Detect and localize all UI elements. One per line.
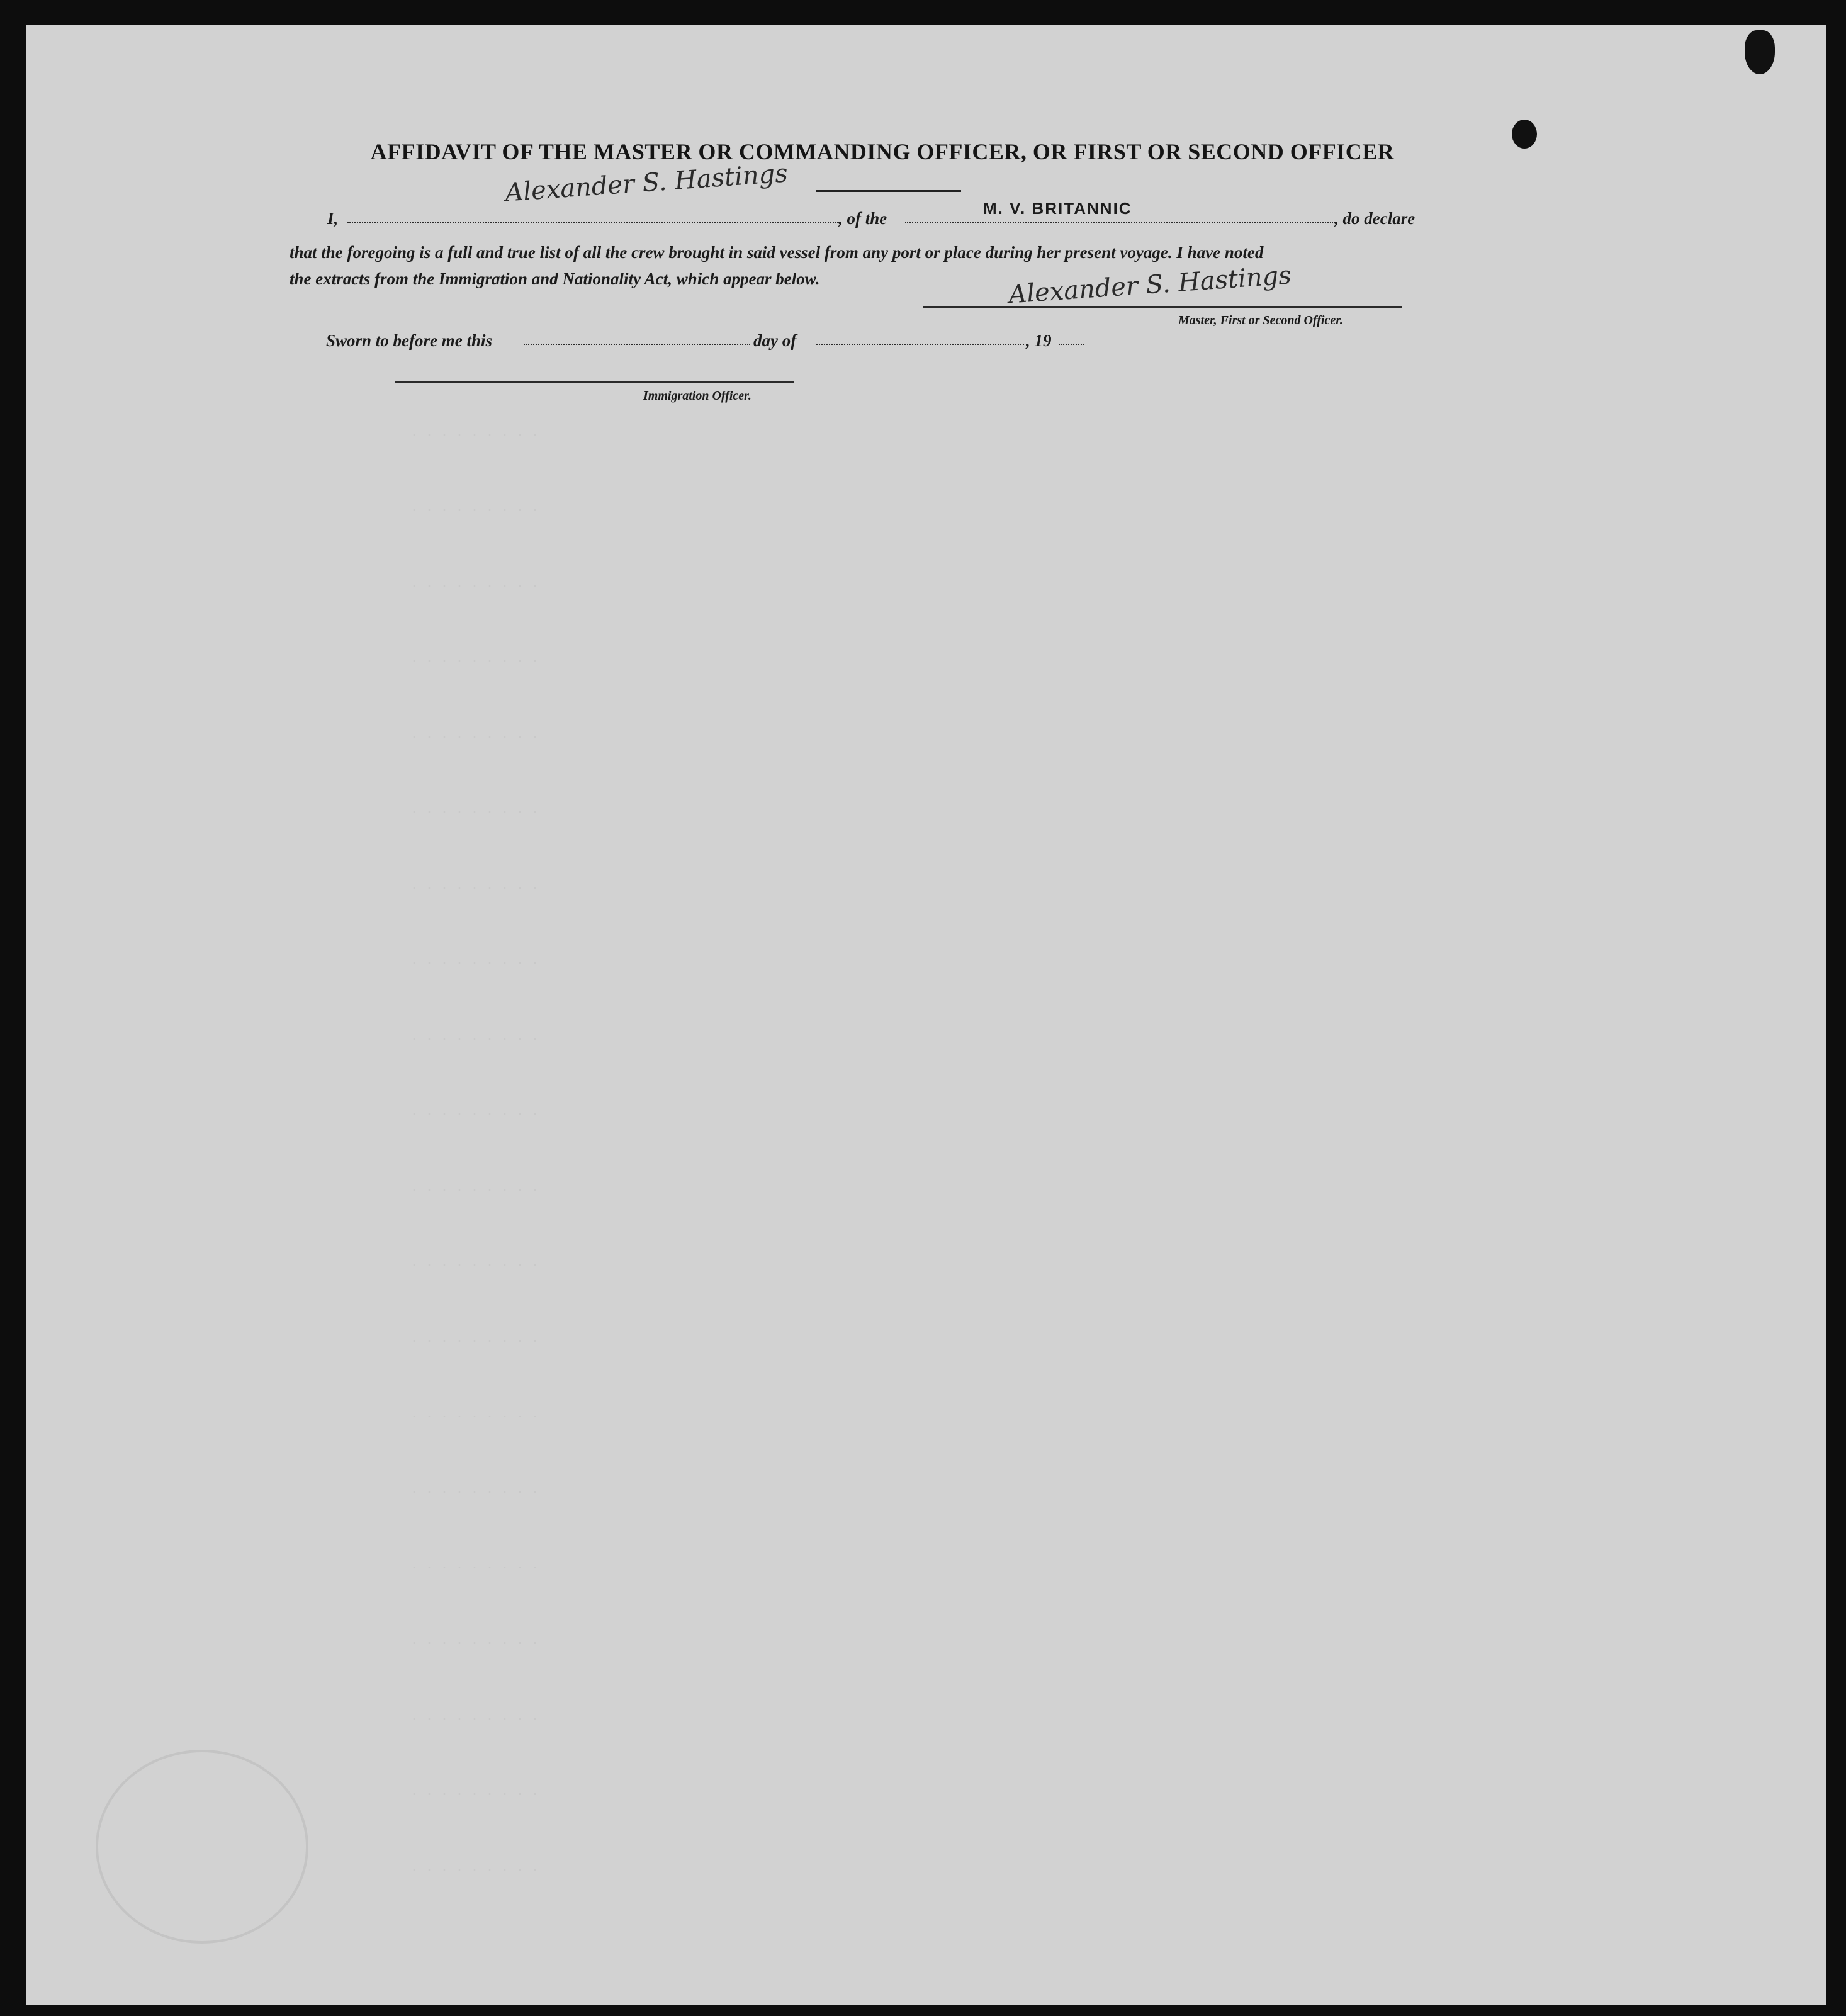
vessel-name-blank xyxy=(905,222,1333,223)
signer-title: Master, First or Second Officer. xyxy=(1178,313,1343,327)
handwritten-signature-master: Alexander S. Hastings xyxy=(1007,261,1293,310)
do-declare-label: , do declare xyxy=(1334,209,1415,228)
title-underline xyxy=(816,190,961,192)
handwritten-signature-top: Alexander S. Hastings xyxy=(504,159,789,208)
immigration-officer-line xyxy=(395,381,794,383)
faded-seal-stamp xyxy=(96,1750,308,1944)
sworn-month-blank xyxy=(816,344,1024,345)
sworn-day-blank xyxy=(524,344,750,345)
year-prefix: , 19 xyxy=(1026,331,1052,350)
declarant-name-blank xyxy=(347,222,838,223)
ink-blot xyxy=(1745,30,1775,74)
affidavit-title: AFFIDAVIT OF THE MASTER OR COMMANDING OFFICER, OR FIRST OR SECOND OFFICER xyxy=(370,139,1395,164)
sworn-year-blank xyxy=(1059,344,1084,345)
declarant-prefix: I, xyxy=(327,209,339,228)
ink-blot xyxy=(1512,120,1537,149)
day-of-label: day of xyxy=(753,331,797,350)
officer-title: Immigration Officer. xyxy=(643,389,751,403)
statement-line-2: the extracts from the Immigration and Nationality Act, which appear below. xyxy=(290,269,820,288)
of-the-label: , of the xyxy=(838,209,887,228)
bleed-through-background: · · · · · · · · · · · · · · · · · · · · · · · · · · · · · · · · · · · · · · · · · · · · · · · · · · · · · · · · · · · · · · · · · · · · · · · · · · · · · · · · · · · · · · · · · · · · · · · · · · · · · · · · · · · · · · · · · · · · · · · · · · · · · · · · · · · · · · · · · · · · · · · · · · · · · · · · · · · · · · · · · · · · · · · · · · · · · · · · · · · · xyxy=(410,428,539,1878)
statement-line-1: that the foregoing is a full and true list of all the crew brought in said vessel from any port or place during her present voyage. I have noted xyxy=(290,243,1264,262)
document-page xyxy=(26,25,1826,2005)
vessel-name: M. V. BRITANNIC xyxy=(983,199,1132,218)
master-signature-line xyxy=(923,306,1402,308)
sworn-prefix: Sworn to before me this xyxy=(326,331,493,350)
